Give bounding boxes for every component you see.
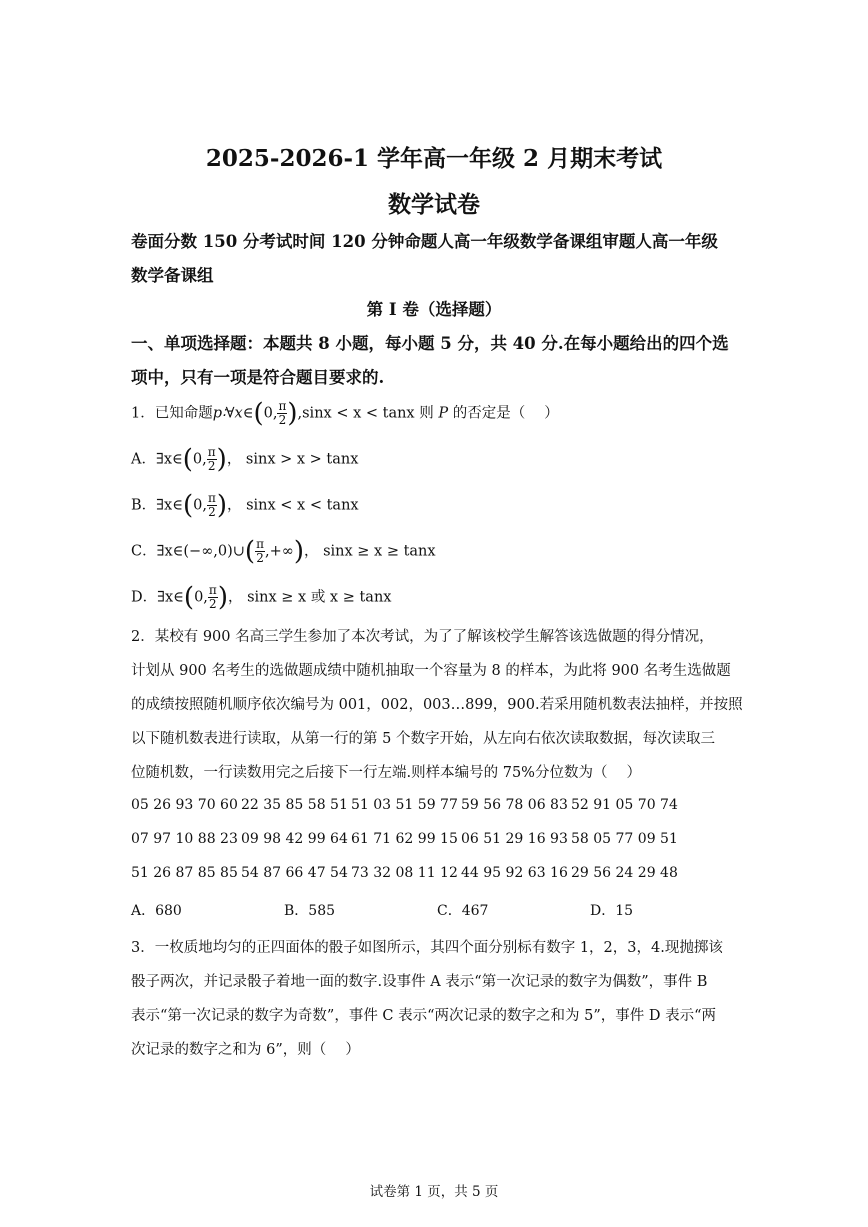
q2-choice-c: C．467 (437, 903, 489, 919)
q2-line-5: 位随机数，一行读数用完之后接下一行左端.则样本编号的 75%分位数为（ ） (131, 765, 642, 781)
q3-line-1: 3．一枚质地均匀的正四面体的骰子如图所示，其四个面分别标有数字 1，2，3，4.现抛掷该 (131, 940, 723, 956)
q2-choice-a: A．680 (131, 903, 182, 919)
q2-line-2: 计划从 900 名考生的选做题成绩中随机抽取一个容量为 8 的样本，为此将 900 名考生选做题 (131, 663, 731, 679)
q3-line-3: 表示“第一次记录的数字为奇数”，事件 C 表示“两次记录的数字之和为 5”，事件 D 表示“两 (131, 1008, 717, 1024)
random-table-row: 05 26 93 70 60 22 35 85 58 51 51 03 51 59 77 59 56 78 06 83 52 91 05 70 74 (131, 797, 678, 813)
q2-choices (131, 900, 743, 920)
part1-instruction-2: 项中，只有一项是符合题目要求的. (131, 368, 385, 387)
q3-line-4: 次记录的数字之和为 6”，则（ ） (131, 1042, 360, 1058)
q1-option-c: C．∃x∈(−∞,0)∪( $\frac{\pi}{2}$ ,+∞)， sinx ≥ x ≥ tanx (131, 536, 436, 567)
q1-option-d: D．∃x∈(0, $\frac{\pi}{2}$ )， sinx ≥ x 或 x ≥ tanx (131, 582, 392, 613)
q1-option-a: A．∃x∈(0, $\frac{\pi}{2}$ )， sinx > x > tanx (131, 444, 359, 475)
q2-line-1: 2．某校有 900 名高三学生参加了本次考试，为了了解该校学生解答该选做题的得分情况， (131, 629, 714, 645)
part1-instruction-1: 一、单项选择题：本题共 8 小题，每小题 5 分，共 40 分.在每小题给出的四个选 (131, 334, 729, 353)
q1-stem: 1．已知命题p∶∀x∈(0, $\frac{\pi}{2}$ ),sinx < x < tanx 则 P 的否定是（ ） (131, 398, 559, 429)
q2-line-3: 的成绩按照随机顺序依次编号为 001，002，003…899，900.若采用随机数表法抽样，并按照 (131, 697, 743, 713)
exam-info-line-1: 卷面分数 150 分考试时间 120 分钟命题人高一年级数学备课组审题人高一年级 (131, 232, 718, 251)
q2-choice-b: B．585 (284, 903, 336, 919)
exam-title: 2025-2026-1 学年高一年级 2 月期末考试 (205, 145, 663, 172)
q1-option-b: B．∃x∈(0, $\frac{\pi}{2}$ )， sinx < x < tanx (131, 490, 359, 521)
random-table-row: 07 97 10 88 23 09 98 42 99 64 61 71 62 99 15 06 51 29 16 93 58 05 77 09 51 (131, 831, 678, 847)
q3-line-2: 骰子两次，并记录骰子着地一面的数字.设事件 A 表示“第一次记录的数字为偶数”，事件 B (131, 974, 708, 990)
random-table-row: 51 26 87 85 85 54 87 66 47 54 73 32 08 11 12 44 95 92 63 16 29 56 24 29 48 (131, 865, 678, 881)
section-label: 第 I 卷（选择题） (366, 300, 502, 319)
exam-info-line-2: 数学备课组 (131, 266, 214, 285)
q2-line-4: 以下随机数表进行读取，从第一行的第 5 个数字开始，从左向右依次读取数据，每次读取三 (131, 731, 715, 747)
page-footer: 试卷第 1 页，共 5 页 (369, 1184, 499, 1200)
exam-subtitle: 数学试卷 (388, 191, 480, 218)
q2-choice-d: D．15 (590, 903, 634, 919)
